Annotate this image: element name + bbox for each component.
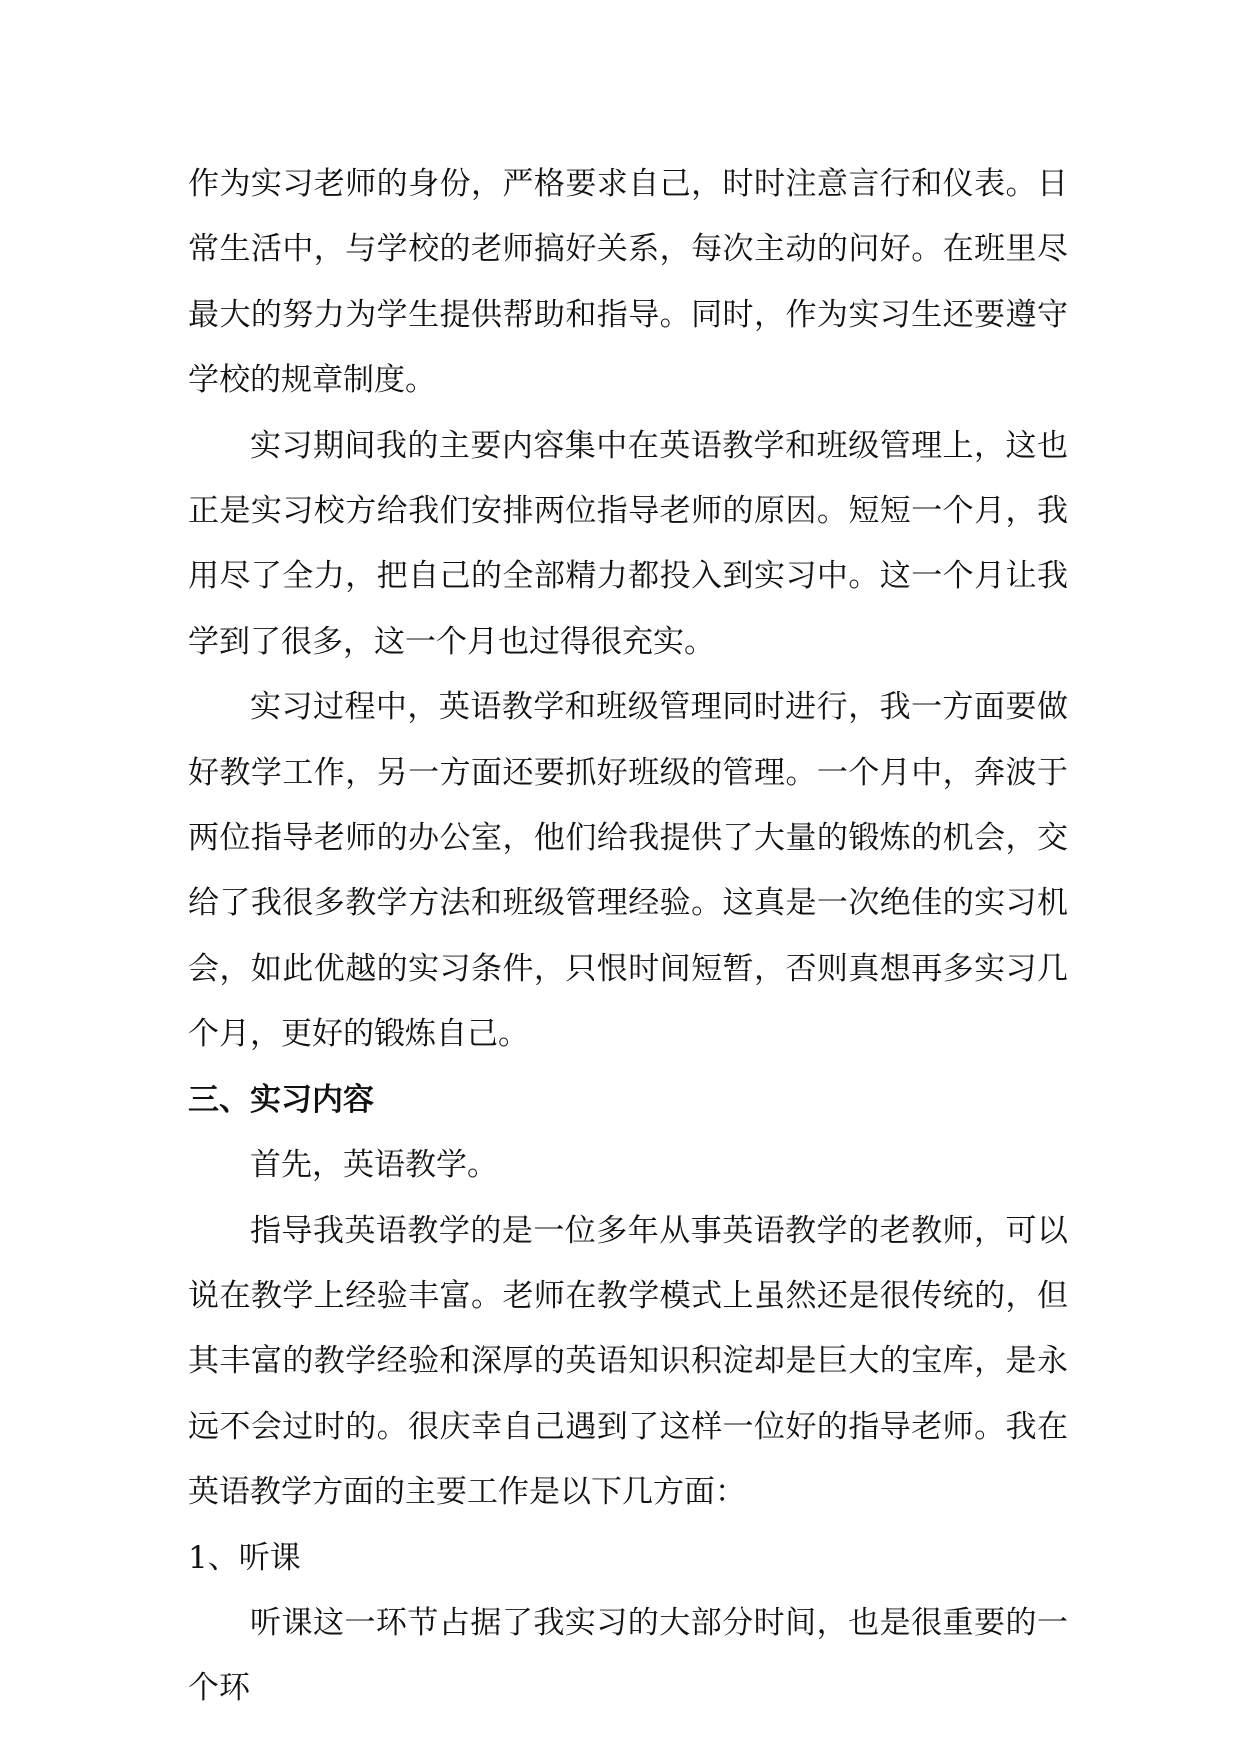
document-body xyxy=(188,152,1068,1722)
paragraph-main-content: 实习期间我的主要内容集中在英语教学和班级管理上，这也正是实习校方给我们安排两位指导老师的原因。短短一个月，我用尽了全力，把自己的全部精力都投入到实习中。这一个月让我学到了很多，这一个月也过得很充实。 xyxy=(188,427,1068,660)
paragraph-first-english-teaching: 首先，英语教学。 xyxy=(250,1147,498,1184)
paragraph-teaching-mentor: 指导我英语教学的是一位多年从事英语教学的老教师，可以说在教学上经验丰富。老师在教学模式上虽然还是很传统的，但其丰富的教学经验和深厚的英语知识积淀却是巨大的宝库，是永远不会过时的。很庆幸自己遇到了这样一位好的指导老师。我在英语教学方面的主要工作是以下几方面： xyxy=(188,1212,1068,1511)
paragraph-listening-class: 听课这一环节占据了我实习的大部分时间，也是很重要的一个环 xyxy=(188,1604,1068,1707)
section-heading-internship-content: 三、实习内容 xyxy=(188,1081,374,1118)
paragraph-conduct: 作为实习老师的身份，严格要求自己，时时注意言行和仪表。日常生活中，与学校的老师搞好关系，每次主动的问好。在班里尽最大的努力为学生提供帮助和指导。同时，作为实习生还要遵守学校的规章制度。 xyxy=(188,166,1068,399)
subheading-listening-class: 1、听课 xyxy=(188,1539,301,1576)
paragraph-process: 实习过程中，英语教学和班级管理同时进行，我一方面要做好教学工作，另一方面还要抓好班级的管理。一个月中，奔波于两位指导老师的办公室，他们给我提供了大量的锻炼的机会，交给了我很多教学方法和班级管理经验。这真是一次绝佳的实习机会，如此优越的实习条件，只恨时间短暂，否则真想再多实习几个月，更好的锻炼自己。 xyxy=(188,689,1068,1053)
